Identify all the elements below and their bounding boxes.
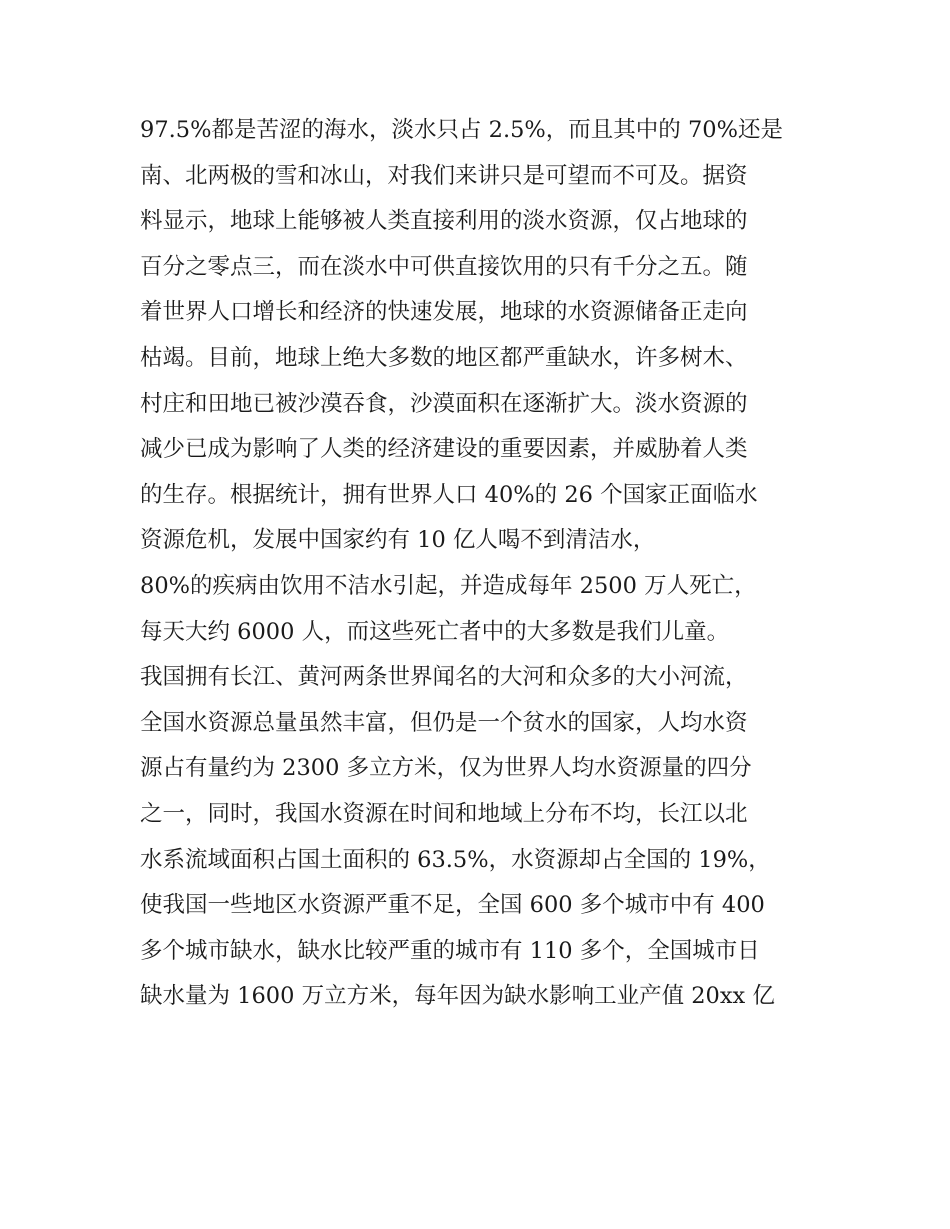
text-line: 80%的疾病由饮用不洁水引起，并造成每年 2500 万人死亡，	[140, 572, 757, 599]
text-line: 之一，同时，我国水资源在时间和地域上分布不均，长江以北	[140, 800, 748, 827]
text-line: 资源危机，发展中国家约有 10 亿人喝不到清洁水，	[140, 527, 656, 554]
text-line: 水系流域面积占国土面积的 63.5%，水资源却占全国的 19%，	[140, 846, 771, 873]
text-line: 全国水资源总量虽然丰富，但仍是一个贫水的国家，人均水资	[140, 709, 748, 736]
text-line: 每天大约 6000 人，而这些死亡者中的大多数是我们儿童。	[140, 618, 730, 645]
text-line: 减少已成为影响了人类的经济建设的重要因素，并威胁着人类	[140, 436, 748, 463]
text-line: 南、北两极的雪和冰山，对我们来讲只是可望而不可及。据资	[140, 162, 748, 189]
text-line: 村庄和田地已被沙漠吞食，沙漠面积在逐渐扩大。淡水资源的	[140, 390, 748, 417]
text-line: 着世界人口增长和经济的快速发展，地球的水资源储备正走向	[140, 299, 748, 326]
text-line: 使我国一些地区水资源严重不足，全国 600 多个城市中有 400	[140, 892, 765, 919]
body-text	[140, 108, 820, 1020]
text-line: 百分之零点三，而在淡水中可供直接饮用的只有千分之五。随	[140, 253, 748, 280]
text-line: 料显示，地球上能够被人类直接利用的淡水资源，仅占地球的	[140, 208, 748, 235]
text-line: 源占有量约为 2300 多立方米，仅为世界人均水资源量的四分	[140, 755, 752, 782]
text-line: 我国拥有长江、黄河两条世界闻名的大河和众多的大小河流，	[140, 664, 748, 691]
text-line: 枯竭。目前，地球上绝大多数的地区都严重缺水，许多树木、	[140, 344, 748, 371]
text-line: 多个城市缺水，缺水比较严重的城市有 110 多个，全国城市日	[140, 937, 760, 964]
text-line: 的生存。根据统计，拥有世界人口 40%的 26 个国家正面临水	[140, 481, 758, 508]
text-line: 缺水量为 1600 万立方米，每年因为缺水影响工业产值 20xx 亿	[140, 983, 775, 1010]
text-line: 97.5%都是苦涩的海水，淡水只占 2.5%，而且其中的 70%还是	[140, 117, 783, 143]
